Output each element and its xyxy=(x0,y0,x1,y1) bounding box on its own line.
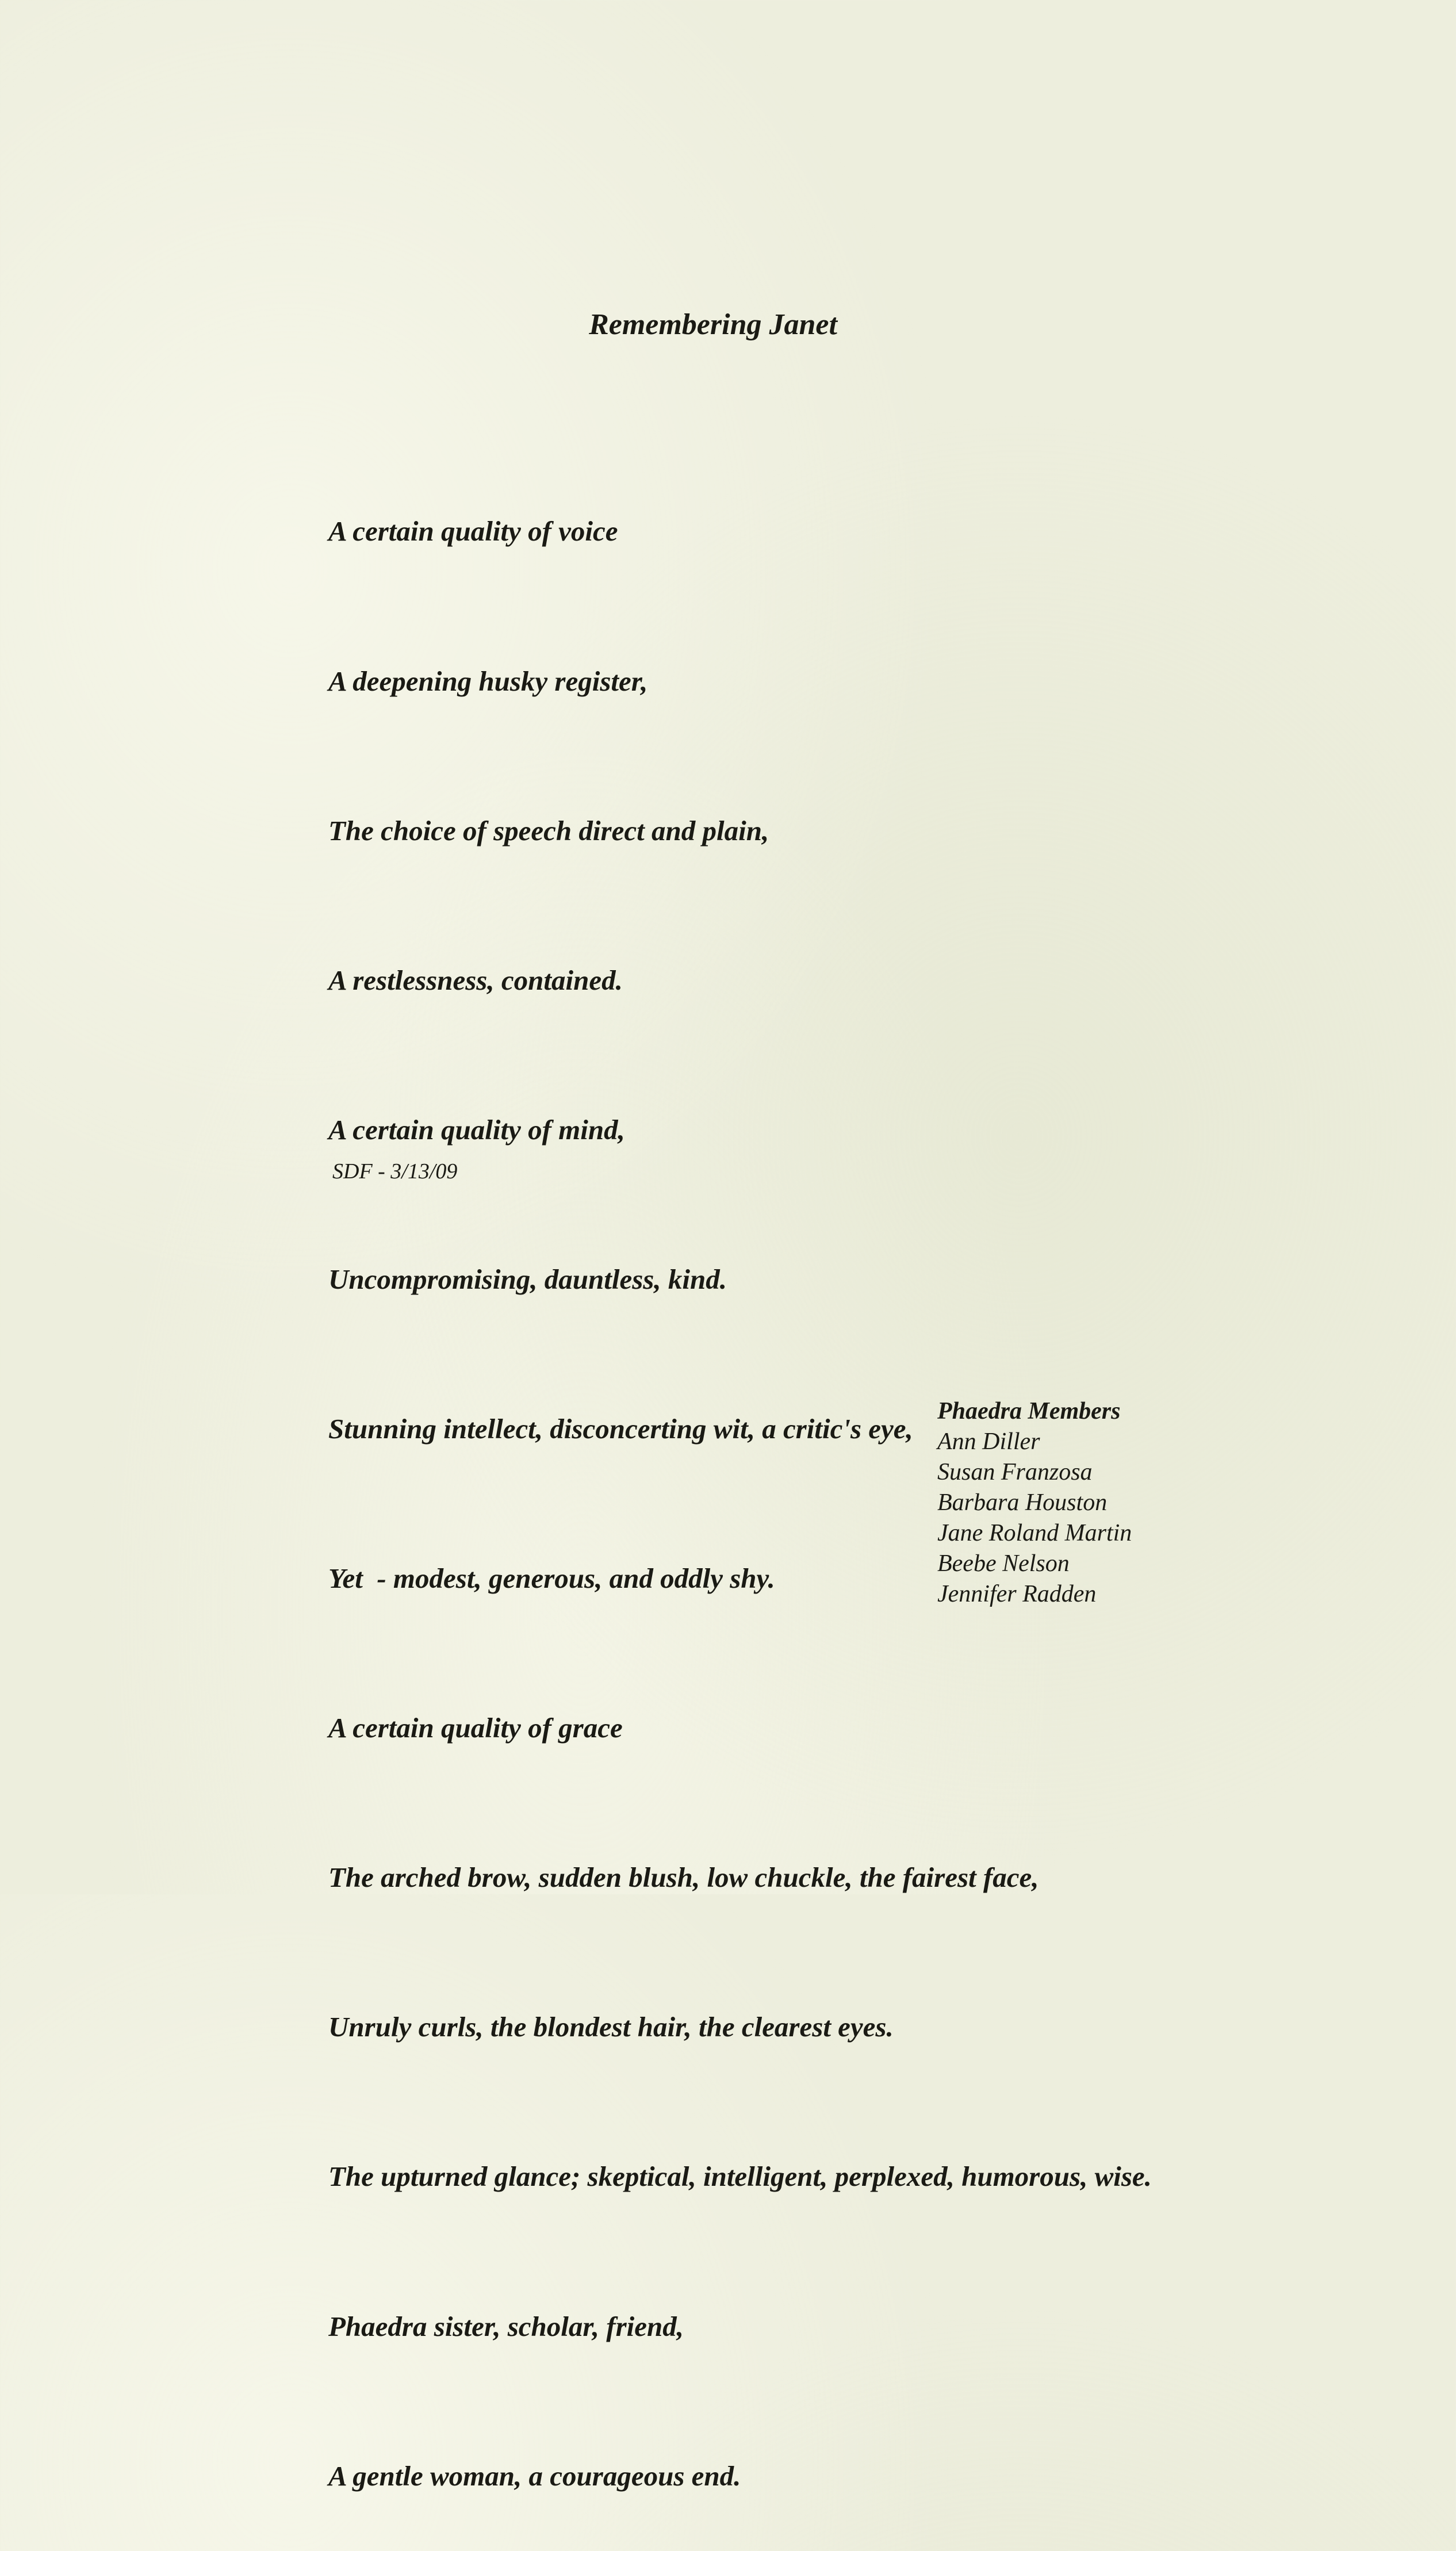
member-name: Jennifer Radden xyxy=(937,1581,1097,1607)
poem-line: The choice of speech direct and plain, xyxy=(328,814,769,846)
poem-line: A restlessness, contained. xyxy=(328,964,623,996)
poem-line: The arched brow, sudden blush, low chuckle, the fairest face, xyxy=(328,1861,1039,1894)
poem-line: The upturned glance; skeptical, intelligent, perplexed, humorous, wise. xyxy=(328,2161,1152,2193)
member-name: Beebe Nelson xyxy=(937,1550,1070,1577)
poem-line: A gentle woman, a courageous end. xyxy=(328,2460,741,2492)
poem-line: Unruly curls, the blondest hair, the clearest eyes. xyxy=(328,2011,894,2043)
poem-line: A certain quality of grace xyxy=(328,1712,623,1744)
members-list xyxy=(937,1396,1132,1610)
poem-line: A deepening husky register, xyxy=(328,665,648,697)
member-name: Barbara Houston xyxy=(937,1489,1108,1516)
member-name: Susan Franzosa xyxy=(937,1459,1093,1485)
member-name: Jane Roland Martin xyxy=(937,1520,1132,1546)
poem-title: Remembering Janet xyxy=(589,308,837,341)
poem-line: Yet - modest, generous, and oddly shy. xyxy=(328,1562,775,1595)
poem-line: Stunning intellect, disconcerting wit, a critic's eye, xyxy=(328,1412,913,1445)
poem-line: A certain quality of mind, xyxy=(328,1113,625,1146)
poem-line: A certain quality of voice xyxy=(328,515,618,547)
members-heading: Phaedra Members xyxy=(937,1398,1121,1424)
author-signature: SDF - 3/13/09 xyxy=(332,1159,458,1183)
poem-line: Uncompromising, dauntless, kind. xyxy=(328,1263,727,1295)
member-name: Ann Diller xyxy=(937,1428,1040,1455)
poem-line: Phaedra sister, scholar, friend, xyxy=(328,2310,684,2342)
